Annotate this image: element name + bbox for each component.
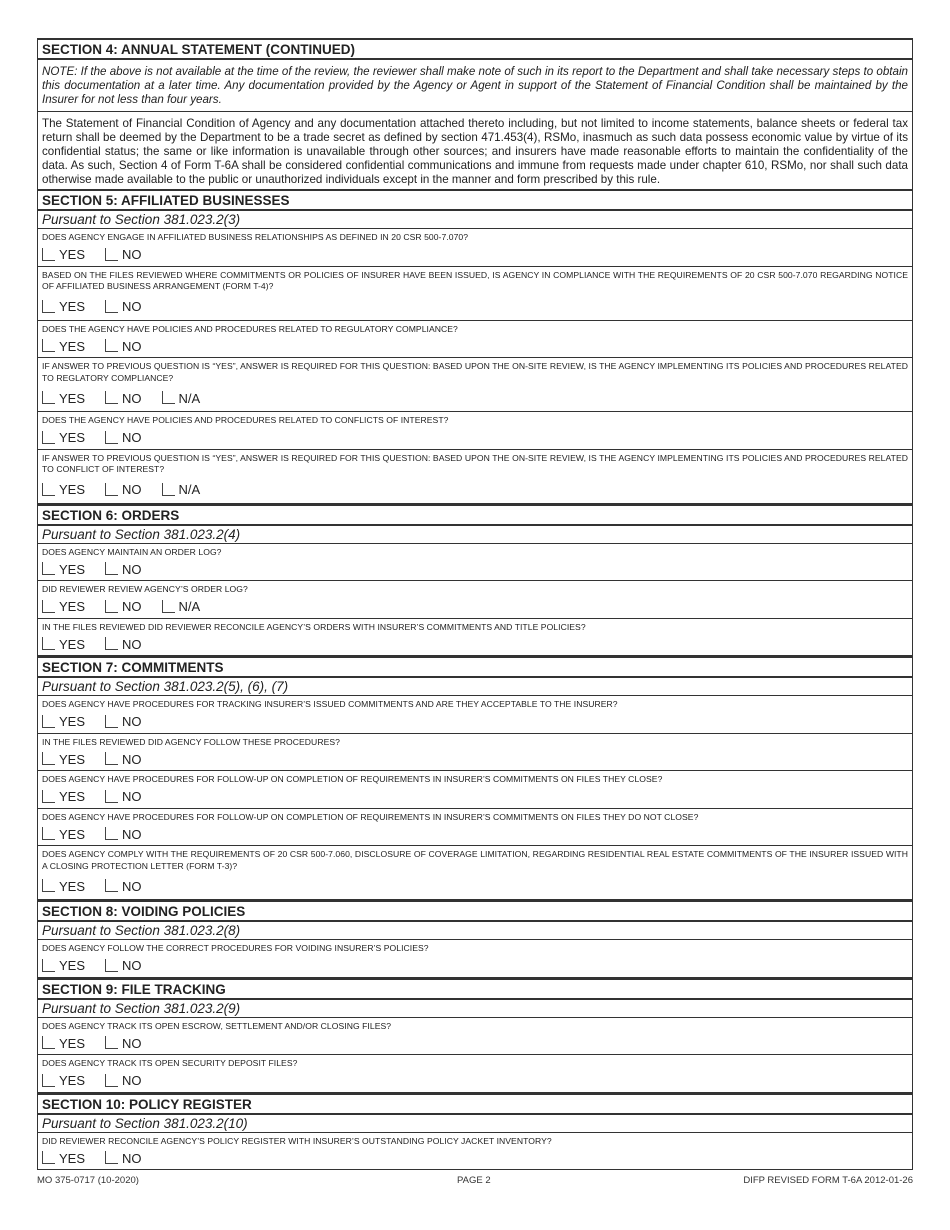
option-yes[interactable]: [42, 752, 85, 767]
option-label: YES: [59, 714, 86, 729]
option-label: YES: [59, 1150, 86, 1166]
option-yes[interactable]: [42, 637, 85, 652]
answer-options: [42, 429, 908, 447]
question-item: [38, 619, 912, 657]
question-text: DID REVIEWER RECONCILE AGENCY’S POLICY REGISTER WITH INSURER’S OUTSTANDING POLICY JACKET INVENTORY?: [42, 1135, 552, 1146]
checkbox-na[interactable]: [162, 391, 175, 404]
question-item: [38, 358, 912, 412]
option-label: N/A: [178, 482, 201, 497]
checkbox-yes[interactable]: [42, 752, 55, 765]
option-no[interactable]: [105, 879, 142, 894]
option-no[interactable]: [105, 827, 142, 842]
answer-options: [42, 337, 908, 355]
section-title: SECTION 9: FILE TRACKING: [38, 978, 912, 1000]
section-4-note: NOTE: If the above is not available at the time of the review, the reviewer shall make note of such in its report to the Department and shall take necessary steps to obtain this documentation at a later time. Any documentation provided by the Agency or Agent in support of the Statement of Financial Condition shall be maintained by the Insurer for not less than four years.: [42, 65, 908, 106]
option-yes[interactable]: [42, 562, 85, 577]
answer-options: [42, 560, 908, 578]
form-page: [37, 38, 913, 1170]
option-label: N/A: [178, 599, 201, 614]
checkbox-no[interactable]: [105, 752, 118, 765]
option-yes[interactable]: [42, 1151, 85, 1166]
question-item: [38, 267, 912, 321]
option-no[interactable]: [105, 1073, 142, 1088]
answer-options: [42, 1149, 908, 1167]
question-text: DOES AGENCY MAINTAIN AN ORDER LOG?: [42, 546, 222, 557]
option-label: YES: [59, 247, 86, 262]
option-label: NO: [122, 714, 142, 729]
checkbox-no[interactable]: [105, 827, 118, 840]
option-label: YES: [59, 789, 86, 804]
option-no[interactable]: [105, 599, 142, 614]
option-yes[interactable]: [42, 827, 85, 842]
checkbox-no[interactable]: [105, 600, 118, 613]
option-label: NO: [122, 247, 142, 262]
option-yes[interactable]: [42, 789, 85, 804]
option-label: NO: [122, 1150, 142, 1166]
section-4-title: SECTION 4: ANNUAL STATEMENT (CONTINUED): [38, 38, 912, 60]
question-item: [38, 1055, 912, 1093]
checkbox-yes[interactable]: [42, 300, 55, 313]
checkbox-no[interactable]: [105, 637, 118, 650]
question-text: BASED ON THE FILES REVIEWED WHERE COMMITMENTS OR POLICIES OF INSURER HAVE BEEN ISSUED, IS AGENCY IN COMPLIANCE WITH THE REQUIREMENTS OF 20 CSR 500-7.070 REGARDING NOTICE OF AFFILIATED BUSINESS ARRANGEMENT (FORM T-4)?: [42, 269, 908, 291]
option-yes[interactable]: [42, 339, 85, 354]
checkbox-no[interactable]: [105, 339, 118, 352]
section-pursuant: Pursuant to Section 381.023.2(9): [38, 1000, 912, 1018]
option-label: NO: [122, 299, 142, 314]
checkbox-yes[interactable]: [42, 1074, 55, 1087]
question-text: DOES THE AGENCY HAVE POLICIES AND PROCEDURES RELATED TO CONFLICTS OF INTEREST?: [42, 415, 449, 425]
option-no[interactable]: [105, 1036, 142, 1051]
option-yes[interactable]: [42, 879, 85, 894]
checkbox-yes[interactable]: [42, 637, 55, 650]
question-item: [38, 940, 912, 978]
question-text: DOES AGENCY TRACK ITS OPEN SECURITY DEPOSIT FILES?: [42, 1058, 298, 1068]
question-item: [38, 846, 912, 900]
option-yes[interactable]: [42, 599, 85, 614]
checkbox-no[interactable]: [105, 959, 118, 972]
option-label: NO: [122, 1035, 142, 1051]
option-na[interactable]: [162, 391, 201, 406]
checkbox-yes[interactable]: [42, 600, 55, 613]
section-pursuant: Pursuant to Section 381.023.2(8): [38, 922, 912, 940]
answer-options: [42, 877, 908, 895]
section-pursuant: Pursuant to Section 381.023.2(3): [38, 211, 912, 229]
question-item: [38, 1133, 912, 1170]
option-no[interactable]: [105, 339, 142, 354]
option-no[interactable]: [105, 482, 142, 497]
checkbox-no[interactable]: [105, 790, 118, 803]
section-title: SECTION 10: POLICY REGISTER: [38, 1093, 912, 1115]
question-text: DOES AGENCY COMPLY WITH THE REQUIREMENTS OF 20 CSR 500-7.060, DISCLOSURE OF COVERAGE LIMITATION, REGARDING RESIDENTIAL REAL ESTATE COMMITMENTS OF THE INSURER ISSUED WITH A CLOSING PROTECTION LETTER (FORM T-3)?: [42, 849, 908, 871]
option-label: N/A: [178, 390, 201, 406]
answer-options: [42, 957, 908, 975]
option-yes[interactable]: [42, 1073, 85, 1088]
checkbox-yes[interactable]: [42, 562, 55, 575]
option-no[interactable]: [105, 752, 142, 767]
option-label: NO: [122, 826, 142, 842]
question-item: [38, 696, 912, 734]
question-item: [38, 734, 912, 772]
checkbox-no[interactable]: [105, 300, 118, 313]
question-item: [38, 809, 912, 847]
sections-container: [38, 189, 912, 1169]
option-yes[interactable]: [42, 482, 85, 497]
question-text: DOES AGENCY HAVE PROCEDURES FOR FOLLOW-UP ON COMPLETION OF REQUIREMENTS IN INSURER’S COMMITMENTS ON FILES THEY CLOSE?: [42, 774, 663, 784]
checkbox-no[interactable]: [105, 879, 118, 892]
option-yes[interactable]: [42, 1036, 85, 1051]
option-label: NO: [122, 561, 142, 577]
option-na[interactable]: [162, 599, 201, 614]
option-label: YES: [59, 826, 86, 842]
checkbox-yes[interactable]: [42, 827, 55, 840]
answer-options: [42, 750, 908, 768]
question-text: IN THE FILES REVIEWED DID REVIEWER RECONCILE AGENCY’S ORDERS WITH INSURER’S COMMITMENTS AND TITLE POLICIES?: [42, 621, 586, 632]
question-text: DOES AGENCY TRACK ITS OPEN ESCROW, SETTLEMENT AND/OR CLOSING FILES?: [42, 1020, 392, 1031]
answer-options: [42, 246, 908, 264]
section-title: SECTION 7: COMMITMENTS: [38, 656, 912, 678]
section-4-confidentiality-paragraph: The Statement of Financial Condition of Agency and any documentation attached thereto including, but not limited to income statements, balance sheets or federal tax return shall be deemed by the Department to be a trade secret as defined by section 471.453(4), RSMo, inasmuch as such data possess economic value by virtue of its confidential status; the same or like information is unavailable through other sources; and insurers have made reasonable efforts to maintain the confidentiality of the data. As such, Section 4 of Form T-6A shall be considered confidential communications and immune from requests made under chapter 610, RSMo, nor shall such data otherwise made available to the public or unauthorized individuals except in the manner and form prescribed by this rule.: [38, 111, 912, 189]
option-label: YES: [59, 1073, 86, 1088]
checkbox-no[interactable]: [105, 715, 118, 728]
question-text: IN THE FILES REVIEWED DID AGENCY FOLLOW THESE PROCEDURES?: [42, 736, 340, 747]
checkbox-no[interactable]: [105, 1074, 118, 1087]
option-label: NO: [122, 789, 142, 804]
option-yes[interactable]: [42, 430, 85, 445]
option-no[interactable]: [105, 1151, 142, 1166]
question-text: DOES AGENCY HAVE PROCEDURES FOR TRACKING INSURER’S ISSUED COMMITMENTS AND ARE THEY ACCEPTABLE TO THE INSURER?: [42, 699, 618, 709]
option-no[interactable]: [105, 714, 142, 729]
question-item: [38, 581, 912, 619]
checkbox-yes[interactable]: [42, 391, 55, 404]
checkbox-yes[interactable]: [42, 1036, 55, 1049]
checkbox-yes[interactable]: [42, 790, 55, 803]
option-label: NO: [122, 430, 142, 445]
answer-options: [42, 713, 908, 731]
answer-options: [42, 788, 908, 806]
option-label: YES: [59, 958, 86, 973]
checkbox-yes[interactable]: [42, 879, 55, 892]
option-label: YES: [59, 482, 86, 497]
option-yes[interactable]: [42, 247, 85, 262]
checkbox-na[interactable]: [162, 600, 175, 613]
question-text: DOES AGENCY HAVE PROCEDURES FOR FOLLOW-UP ON COMPLETION OF REQUIREMENTS IN INSURER’S COMMITMENTS ON FILES THEY DO NOT CLOSE?: [42, 811, 699, 822]
answer-options: [42, 635, 908, 653]
section-pursuant: Pursuant to Section 381.023.2(5), (6), (7): [38, 678, 912, 696]
option-yes[interactable]: [42, 714, 85, 729]
footer-form-number: MO 375-0717 (10-2020): [37, 1175, 139, 1186]
section-title: SECTION 8: VOIDING POLICIES: [38, 900, 912, 922]
option-label: NO: [122, 338, 142, 354]
question-item: [38, 321, 912, 359]
answer-options: [42, 389, 908, 407]
option-label: NO: [122, 878, 142, 894]
checkbox-yes[interactable]: [42, 431, 55, 444]
option-label: YES: [59, 636, 86, 652]
answer-options: [42, 481, 908, 499]
checkbox-no[interactable]: [105, 1036, 118, 1049]
section-pursuant: Pursuant to Section 381.023.2(10): [38, 1115, 912, 1133]
answer-options: [42, 598, 908, 616]
option-no[interactable]: [105, 789, 142, 804]
answer-options: [42, 1034, 908, 1052]
option-label: NO: [122, 390, 142, 406]
question-text: IF ANSWER TO PREVIOUS QUESTION IS “YES”, ANSWER IS REQUIRED FOR THIS QUESTION: BASED UPON THE ON-SITE REVIEW, IS THE AGENCY IMPLEMENTING ITS POLICIES AND PROCEDURES RELATED TO CONFLICT OF INTEREST?: [42, 452, 908, 474]
option-label: NO: [122, 482, 142, 497]
option-label: NO: [122, 751, 142, 767]
option-na[interactable]: [162, 482, 201, 497]
question-text: DOES AGENCY FOLLOW THE CORRECT PROCEDURES FOR VOIDING INSURER’S POLICIES?: [42, 943, 429, 953]
option-label: YES: [59, 599, 86, 614]
section-title: SECTION 6: ORDERS: [38, 504, 912, 526]
option-label: YES: [59, 430, 86, 445]
question-text: IF ANSWER TO PREVIOUS QUESTION IS “YES”, ANSWER IS REQUIRED FOR THIS QUESTION: BASED UPON THE ON-SITE REVIEW, IS THE AGENCY IMPLEMENTING ITS POLICIES AND PROCEDURES RELATED TO REGLATORY COMPLIANCE?: [42, 361, 908, 383]
option-label: YES: [59, 878, 86, 894]
option-no[interactable]: [105, 562, 142, 577]
option-no[interactable]: [105, 958, 142, 973]
checkbox-na[interactable]: [162, 483, 175, 496]
question-text: DOES THE AGENCY HAVE POLICIES AND PROCEDURES RELATED TO REGULATORY COMPLIANCE?: [42, 323, 458, 334]
checkbox-yes[interactable]: [42, 248, 55, 261]
option-label: YES: [59, 390, 86, 406]
question-item: [38, 544, 912, 582]
question-item: [38, 771, 912, 809]
option-label: NO: [122, 958, 142, 973]
question-text: DID REVIEWER REVIEW AGENCY’S ORDER LOG?: [42, 584, 248, 594]
option-no[interactable]: [105, 430, 142, 445]
answer-options: [42, 1072, 908, 1090]
option-label: NO: [122, 599, 142, 614]
answer-options: [42, 825, 908, 843]
option-label: NO: [122, 636, 142, 652]
option-no[interactable]: [105, 247, 142, 262]
checkbox-no[interactable]: [105, 248, 118, 261]
option-no[interactable]: [105, 391, 142, 406]
option-label: YES: [59, 299, 86, 314]
option-yes[interactable]: [42, 299, 85, 314]
footer-page-number: PAGE 2: [457, 1175, 491, 1186]
answer-options: [42, 298, 908, 316]
question-text: DOES AGENCY ENGAGE IN AFFILIATED BUSINESS RELATIONSHIPS AS DEFINED IN 20 CSR 500-7.070?: [42, 232, 469, 242]
checkbox-yes[interactable]: [42, 483, 55, 496]
checkbox-no[interactable]: [105, 1151, 118, 1164]
checkbox-yes[interactable]: [42, 959, 55, 972]
section-title: SECTION 5: AFFILIATED BUSINESSES: [38, 189, 912, 211]
option-label: YES: [59, 1035, 86, 1051]
question-item: [38, 412, 912, 450]
option-label: YES: [59, 561, 86, 577]
option-yes[interactable]: [42, 958, 85, 973]
question-item: [38, 1018, 912, 1056]
checkbox-no[interactable]: [105, 391, 118, 404]
option-no[interactable]: [105, 637, 142, 652]
option-no[interactable]: [105, 299, 142, 314]
checkbox-no[interactable]: [105, 483, 118, 496]
option-label: NO: [122, 1073, 142, 1088]
question-item: [38, 450, 912, 504]
option-yes[interactable]: [42, 391, 85, 406]
question-item: [38, 229, 912, 267]
checkbox-no[interactable]: [105, 562, 118, 575]
footer-revision: DIFP REVISED FORM T-6A 2012-01-26: [743, 1175, 913, 1186]
checkbox-yes[interactable]: [42, 1151, 55, 1164]
section-pursuant: Pursuant to Section 381.023.2(4): [38, 526, 912, 544]
checkbox-yes[interactable]: [42, 339, 55, 352]
option-label: YES: [59, 338, 86, 354]
option-label: YES: [59, 751, 86, 767]
checkbox-yes[interactable]: [42, 715, 55, 728]
checkbox-no[interactable]: [105, 431, 118, 444]
